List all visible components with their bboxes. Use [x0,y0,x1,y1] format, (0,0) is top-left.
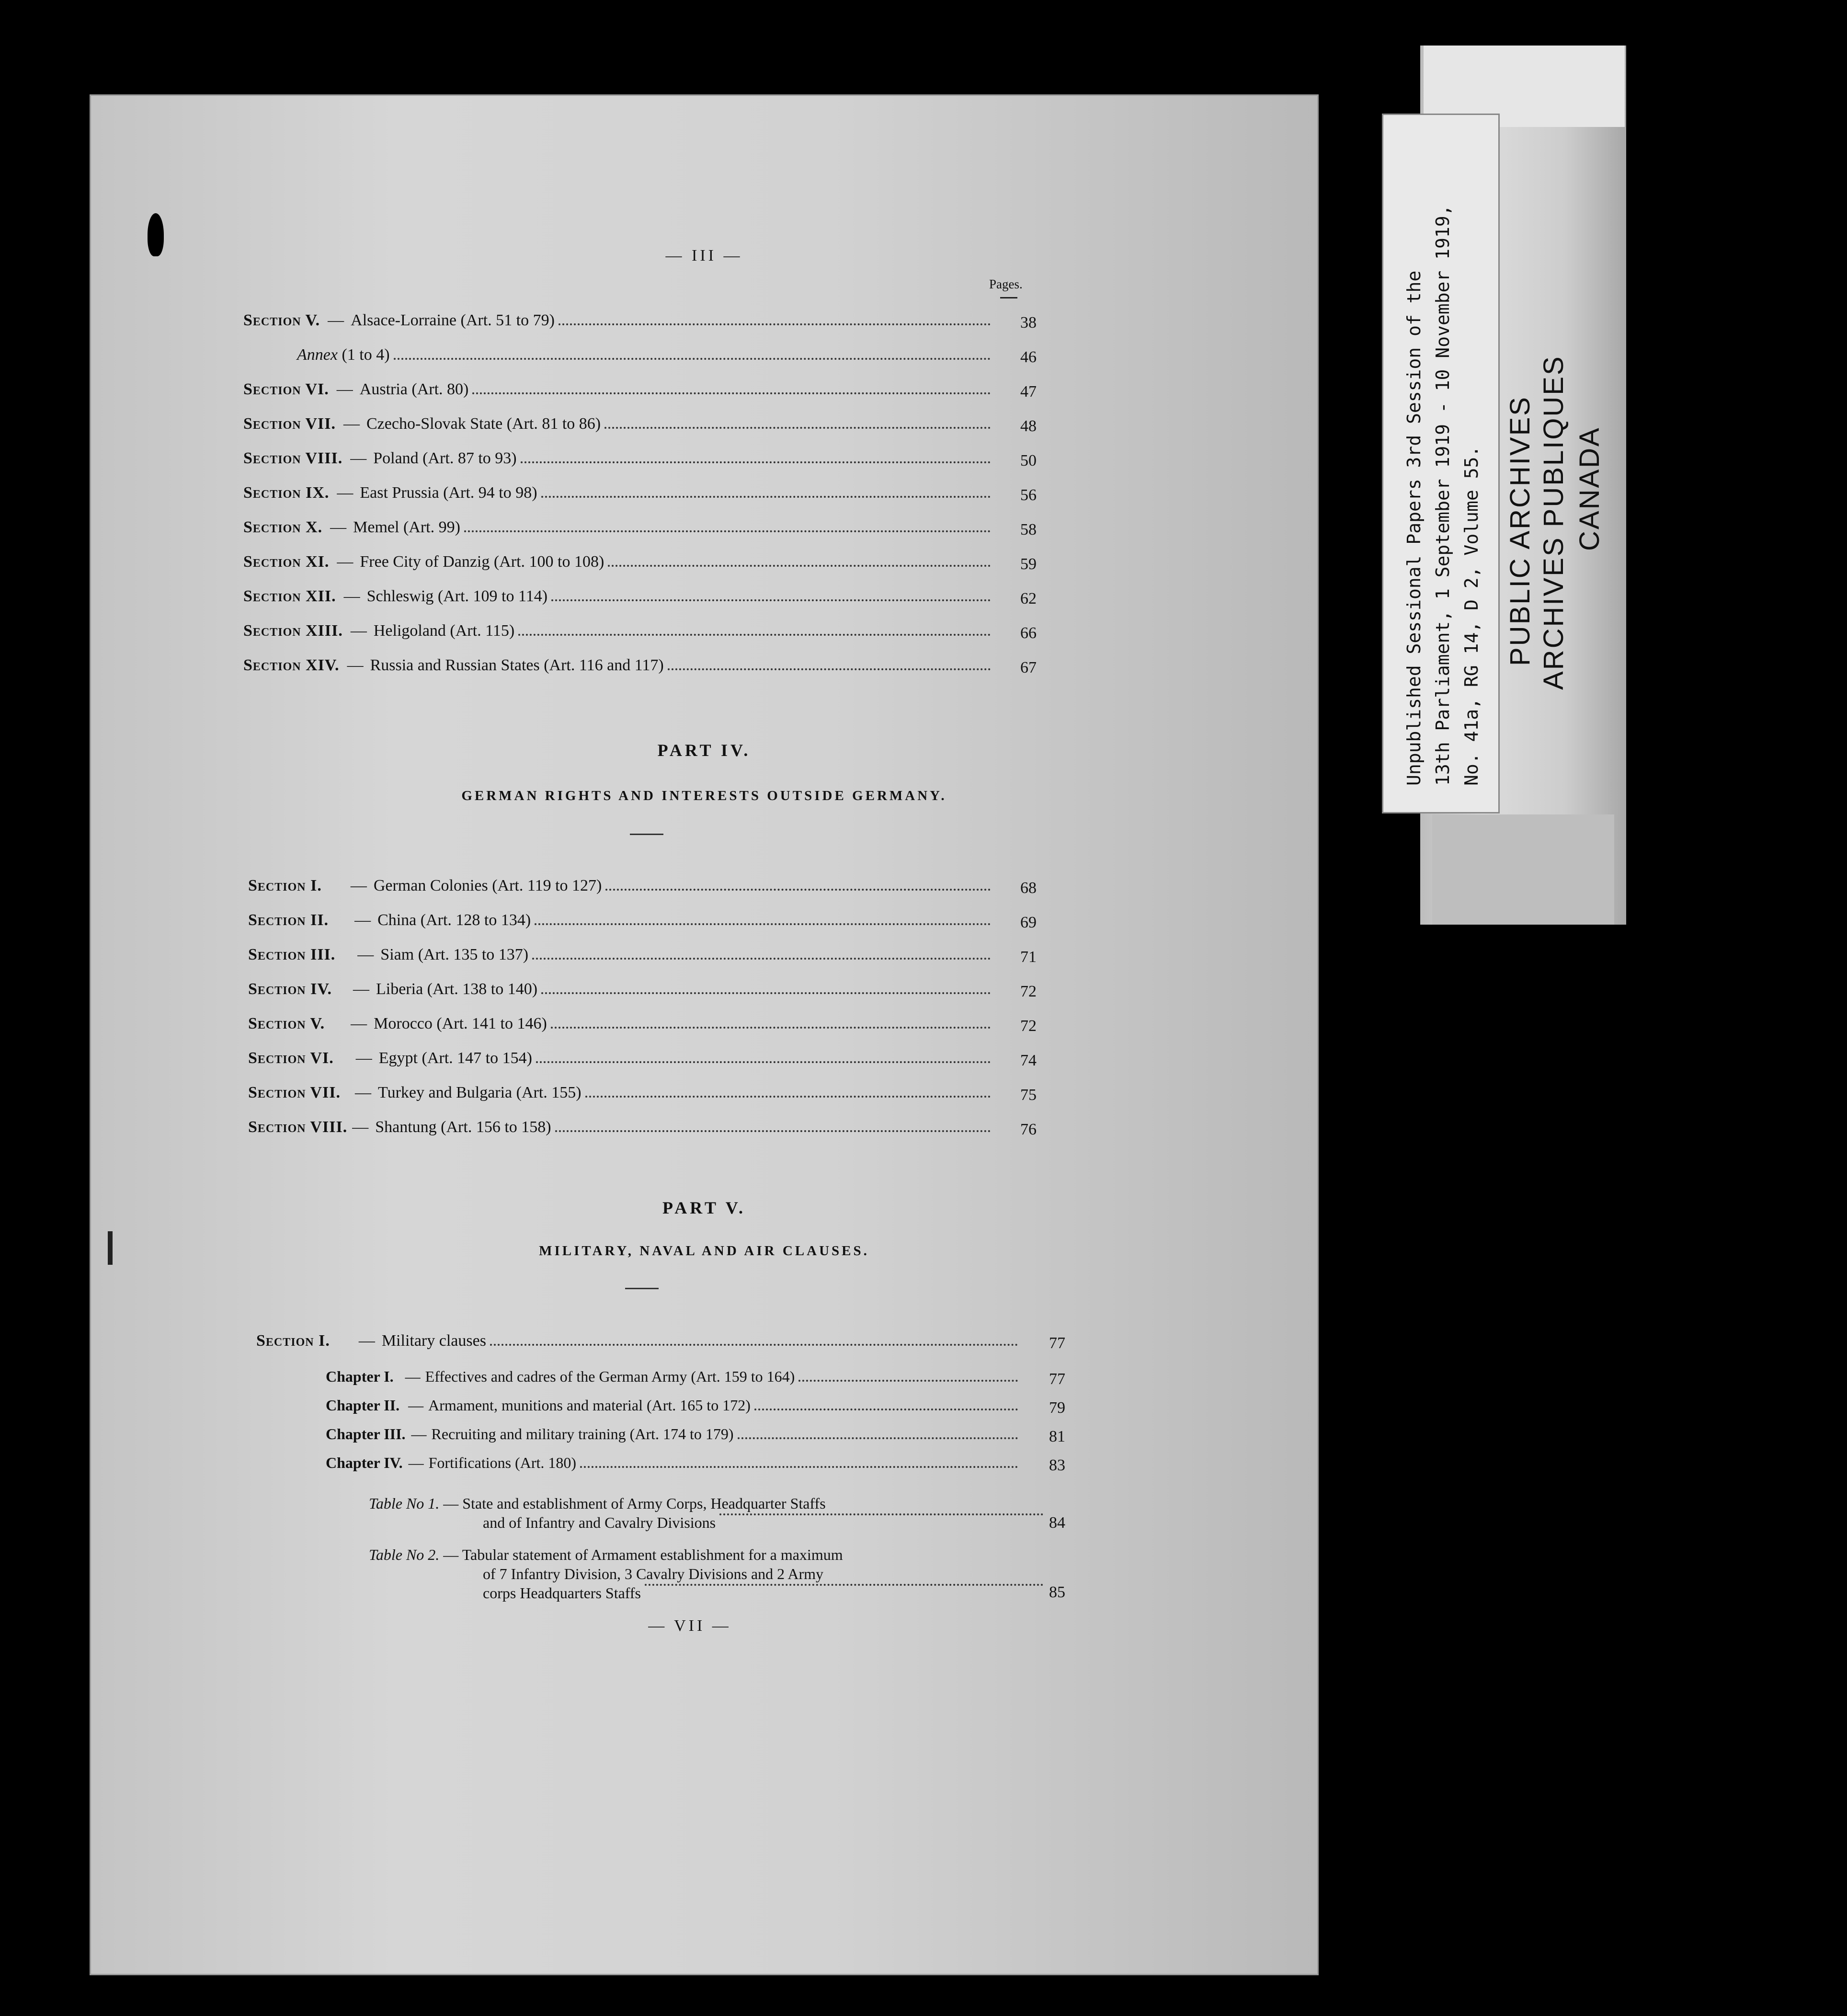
toc-row: Section I. — Military clauses [256,1332,1023,1357]
toc-row: Section IX. — East Prussia (Art. 94 to 98) [243,484,995,509]
toc-page: 59 [1020,555,1037,573]
toc-page: 77 [1049,1370,1065,1388]
table-1-entry: Table No 1. — State and establishment of Army Corps, Headquarter Staffs and of Infantry and Cavalry Divisions [369,1494,1048,1532]
section-label: Section VI. [248,1049,334,1067]
chapter-label: Chapter II. [326,1397,400,1414]
toc-row: Section VI. — Austria (Art. 80) [243,380,995,405]
toc-title: Czecho-Slovak State (Art. 81 to 86) [366,415,601,433]
toc-row: Section XII. — Schleswig (Art. 109 to 114) [243,587,995,612]
toc-page: 72 [1020,1017,1037,1035]
toc-page: 38 [1020,314,1037,332]
toc-page: 62 [1020,590,1037,607]
table-line: corps Headquarters Staffs [483,1584,641,1602]
pages-column-label: Pages. [989,277,1023,291]
toc-page: 72 [1020,983,1037,1000]
toc-row: Section IV. — Liberia (Art. 138 to 140) [248,980,995,1005]
toc-page: 67 [1020,659,1037,676]
toc-title: Shantung (Art. 156 to 158) [375,1118,551,1136]
section-label: Section I. [248,877,322,894]
section-label: Section XIII. [243,622,343,640]
section-label: Section XI. [243,553,330,571]
toc-title: Memel (Art. 99) [353,518,460,536]
toc-row: Section VIII. — Shantung (Art. 156 to 158) [248,1118,995,1143]
page-number-bottom: — VII — [648,1617,731,1635]
toc-page: 47 [1020,383,1037,401]
table-2-entry: Table No 2. — Tabular statement of Armament establishment for a maximum of 7 Infantry Division, 3 Cavalry Divisions and 2 Army corps Headquarters Staffs [369,1545,1048,1603]
table-line: Tabular statement of Armament establishment for a maximum [462,1546,843,1563]
toc-title: Austria (Art. 80) [359,380,469,398]
toc-title: Alsace-Lorraine (Art. 51 to 79) [351,311,555,329]
toc-row [297,346,995,371]
stamp-line: CANADA [1574,426,1605,551]
toc-title: Free City of Danzig (Art. 100 to 108) [360,553,604,571]
table-line: of 7 Infantry Division, 3 Cavalry Divisions and 2 Army [483,1565,824,1582]
toc-page: 79 [1049,1399,1065,1417]
part-5-subheading: MILITARY, NAVAL AND AIR CLAUSES. [539,1243,869,1259]
section-label: Section VII. [248,1084,341,1101]
section-label: Section XII. [243,587,336,605]
toc-title: Russia and Russian States (Art. 116 and 117) [370,656,664,674]
table-label: Table No 1. [369,1495,440,1512]
archive-strip-bottom [1432,814,1614,925]
toc-page: 85 [1049,1583,1065,1601]
toc-page: 76 [1020,1121,1037,1138]
annex-label: Annex [297,346,338,364]
toc-row: Section II. — China (Art. 128 to 134) [248,911,995,936]
toc-page: 75 [1020,1086,1037,1104]
toc-page: 74 [1020,1052,1037,1069]
toc-page: 81 [1049,1428,1065,1445]
chapter-row: Chapter III. — Recruiting and military training (Art. 174 to 179) [326,1425,1023,1450]
toc-row: Section VII. — Turkey and Bulgaria (Art. 155) [248,1084,995,1109]
chapter-title: Effectives and cadres of the German Army (Art. 159 to 164) [425,1368,795,1385]
pages-rule [1000,297,1017,298]
toc-title: China (Art. 128 to 134) [377,911,531,929]
toc-page: 56 [1020,486,1037,504]
toc-row: Section V. — Alsace-Lorraine (Art. 51 to 79) [243,311,995,336]
toc-page: 84 [1049,1514,1065,1532]
chapter-label: Chapter III. [326,1425,406,1443]
toc-title: Military clauses [381,1332,486,1350]
toc-title: German Colonies (Art. 119 to 127) [373,877,602,894]
chapter-label: Chapter I. [326,1368,394,1385]
toc-title: Turkey and Bulgaria (Art. 155) [378,1084,581,1101]
section-label: Section II. [248,911,329,929]
archive-label [1383,115,1498,812]
section-label: Section III. [248,946,336,963]
toc-page: 48 [1020,417,1037,435]
archive-label-line: Unpublished Sessional Papers 3rd Session of the [1403,270,1425,786]
section-label: Section V. [248,1015,325,1032]
toc-title: (1 to 4) [342,346,390,364]
stamp-line: PUBLIC ARCHIVES [1505,396,1536,666]
toc-title: Siam (Art. 135 to 137) [380,946,529,963]
chapter-title: Fortifications (Art. 180) [428,1454,577,1471]
section-label: Section VIII. [243,449,343,467]
section-label: Section VII. [243,415,336,433]
page-number-top: — III — [665,247,743,264]
section-rule [630,834,663,835]
toc-page: 83 [1049,1456,1065,1474]
section-label: Section I. [256,1332,330,1350]
section-label: Section IV. [248,980,332,998]
toc-page: 71 [1020,948,1037,966]
toc-row: Section XIV. — Russia and Russian States (Art. 116 and 117) [243,656,995,681]
table-label: Table No 2. [369,1546,440,1563]
stamp-line: ARCHIVES PUBLIQUES [1538,355,1569,690]
section-rule [625,1288,659,1289]
part-4-heading: PART IV. [657,741,751,760]
chapter-title: Armament, munitions and material (Art. 165 to 172) [428,1397,751,1414]
toc-title: Liberia (Art. 138 to 140) [376,980,538,998]
section-label: Section V. [243,311,320,329]
toc-page: 69 [1020,914,1037,931]
toc-row: Section X. — Memel (Art. 99) [243,518,995,543]
toc-page: 68 [1020,879,1037,897]
toc-page: 46 [1020,348,1037,366]
toc-row: Section XI. — Free City of Danzig (Art. 100 to 108) [243,553,995,578]
archive-label-line: No. 41a, RG 14, D 2, Volume 55. [1461,446,1482,786]
toc-title: Poland (Art. 87 to 93) [373,449,517,467]
section-label: Section VIII. [248,1118,348,1136]
table-line: State and establishment of Army Corps, Headquarter Staffs [462,1495,826,1512]
part-5-heading: PART V. [662,1198,746,1217]
toc-row: Section VII. — Czecho-Slovak State (Art. 81 to 86) [243,415,995,440]
toc-title: Heligoland (Art. 115) [373,622,515,640]
chapter-row: Chapter I. — Effectives and cadres of the German Army (Art. 159 to 164) [326,1368,1023,1393]
chapter-title: Recruiting and military training (Art. 174 to 179) [431,1425,734,1443]
section-label: Section VI. [243,380,329,398]
toc-row: Section XIII. — Heligoland (Art. 115) [243,622,995,647]
section-label: Section XIV. [243,656,340,674]
toc-title: East Prussia (Art. 94 to 98) [360,484,537,502]
toc-page: 77 [1049,1334,1065,1352]
chapter-row: Chapter IV. — Fortifications (Art. 180) [326,1454,1023,1479]
toc-row: Section VI. — Egypt (Art. 147 to 154) [248,1049,995,1074]
section-label: Section IX. [243,484,330,502]
toc-page: 66 [1020,624,1037,642]
toc-page: 50 [1020,452,1037,470]
toc-title: Morocco (Art. 141 to 146) [374,1015,547,1032]
toc-row: Section V. — Morocco (Art. 141 to 146) [248,1015,995,1040]
toc-title: Egypt (Art. 147 to 154) [378,1049,532,1067]
toc-row: Section III. — Siam (Art. 135 to 137) [248,946,995,971]
section-label: Section X. [243,518,323,536]
toc-page: 58 [1020,521,1037,538]
archive-label-line: 13th Parliament, 1 September 1919 - 10 November 1919, [1432,205,1453,786]
part-4-subheading: GERMAN RIGHTS AND INTERESTS OUTSIDE GERMANY. [461,788,947,803]
table-line: and of Infantry and Cavalry Divisions [483,1514,716,1531]
toc-title: Schleswig (Art. 109 to 114) [366,587,548,605]
toc-row: Section I. — German Colonies (Art. 119 to 127) [248,877,995,902]
chapter-row: Chapter II. — Armament, munitions and material (Art. 165 to 172) [326,1397,1023,1421]
chapter-label: Chapter IV. [326,1454,403,1471]
document-page [91,96,1317,1974]
toc-row: Section VIII. — Poland (Art. 87 to 93) [243,449,995,474]
